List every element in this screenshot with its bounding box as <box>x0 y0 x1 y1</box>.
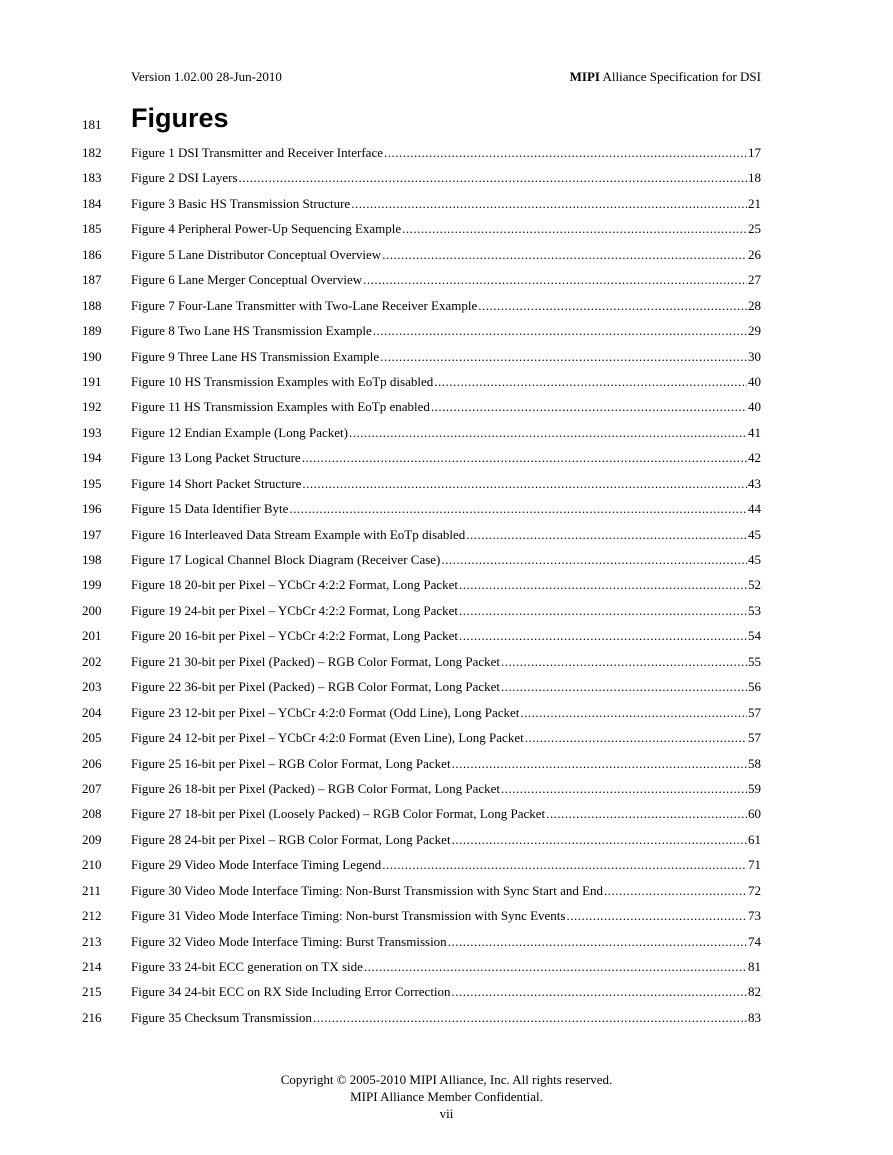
leader-dots <box>546 806 747 822</box>
toc-entry[interactable] <box>0 141 893 166</box>
figure-title: Figure 7 Four-Lane Transmitter with Two-Lane Receiver Example <box>131 297 478 313</box>
line-number: 185 <box>82 221 102 237</box>
toc-entry[interactable] <box>0 319 893 344</box>
leader-dots <box>384 145 747 161</box>
toc-link[interactable] <box>131 603 761 619</box>
toc-entry[interactable] <box>0 726 893 751</box>
page-ref: 57 <box>748 730 761 746</box>
toc-link[interactable] <box>131 527 761 543</box>
figure-title: Figure 14 Short Packet Structure <box>131 475 302 491</box>
leader-dots <box>466 527 747 543</box>
leader-dots <box>363 272 747 288</box>
leader-dots <box>501 781 747 797</box>
figure-title: Figure 2 DSI Layers <box>131 170 238 186</box>
line-number: 196 <box>82 501 102 517</box>
leader-dots <box>501 654 747 670</box>
line-number: 183 <box>82 170 102 186</box>
line-number: 184 <box>82 195 102 211</box>
line-number: 203 <box>82 679 102 695</box>
toc-entry[interactable] <box>0 166 893 191</box>
line-number: 201 <box>82 628 102 644</box>
figures-list <box>0 141 893 1031</box>
toc-entry[interactable] <box>0 370 893 395</box>
page-ref: 56 <box>748 679 761 695</box>
page-ref: 53 <box>748 602 761 618</box>
figure-title: Figure 8 Two Lane HS Transmission Example <box>131 323 372 339</box>
figure-title: Figure 29 Video Mode Interface Timing Legend <box>131 857 382 873</box>
line-number: 194 <box>82 450 102 466</box>
leader-dots <box>302 450 747 466</box>
page-footer <box>0 1071 893 1122</box>
toc-entry[interactable] <box>0 752 893 777</box>
line-number: 211 <box>82 882 102 898</box>
page-ref: 59 <box>748 780 761 796</box>
line-number: 182 <box>82 145 102 160</box>
leader-dots <box>364 959 747 975</box>
toc-entry[interactable] <box>0 472 893 497</box>
figure-title: Figure 6 Lane Merger Conceptual Overview <box>131 272 363 288</box>
line-number: 191 <box>82 373 102 389</box>
toc-link[interactable] <box>131 425 761 441</box>
toc-link[interactable] <box>131 298 761 314</box>
page-header <box>131 69 761 87</box>
page-ref: 27 <box>748 272 761 288</box>
line-number: 209 <box>82 831 102 847</box>
line-number: 193 <box>82 424 102 440</box>
toc-link[interactable] <box>131 705 761 721</box>
page-ref: 40 <box>748 373 761 389</box>
figure-title: Figure 21 30-bit per Pixel (Packed) – RGB Color Format, Long Packet <box>131 653 501 669</box>
toc-entry[interactable] <box>0 777 893 802</box>
page-ref: 83 <box>748 1009 761 1025</box>
leader-dots <box>313 1010 747 1026</box>
page-ref: 28 <box>748 297 761 313</box>
page-ref: 43 <box>748 475 761 491</box>
line-number: 204 <box>82 704 102 720</box>
toc-entry[interactable] <box>0 497 893 522</box>
figure-title: Figure 3 Basic HS Transmission Structure <box>131 195 351 211</box>
version-text: Version 1.02.00 28-Jun-2010 <box>131 69 282 84</box>
toc-entry[interactable] <box>0 243 893 268</box>
figure-title: Figure 4 Peripheral Power-Up Sequencing Example <box>131 221 402 237</box>
toc-link[interactable] <box>131 781 761 797</box>
figure-title: Figure 11 HS Transmission Examples with EoTp enabled <box>131 399 430 415</box>
toc-entry[interactable] <box>0 904 893 929</box>
toc-entry[interactable] <box>0 345 893 370</box>
leader-dots <box>520 705 747 721</box>
toc-link[interactable] <box>131 679 761 695</box>
toc-link[interactable] <box>131 883 761 899</box>
toc-entry[interactable] <box>0 650 893 675</box>
confidential-text: MIPI Alliance Member Confidential. <box>350 1089 543 1104</box>
page-ref: 42 <box>748 450 761 466</box>
line-number: 190 <box>82 348 102 364</box>
figure-title: Figure 30 Video Mode Interface Timing: Non-Burst Transmission with Sync Start and End <box>131 882 604 898</box>
toc-link[interactable] <box>131 730 761 746</box>
toc-entry[interactable] <box>0 955 893 980</box>
page-ref: 74 <box>748 933 761 949</box>
line-number: 197 <box>82 526 102 542</box>
figure-title: Figure 22 36-bit per Pixel (Packed) – RGB Color Format, Long Packet <box>131 679 501 695</box>
figure-title: Figure 10 HS Transmission Examples with EoTp disabled <box>131 373 434 389</box>
figure-title: Figure 1 DSI Transmitter and Receiver Interface <box>131 145 383 160</box>
page-ref: 25 <box>748 221 761 237</box>
leader-dots <box>452 984 747 1000</box>
toc-link[interactable] <box>131 399 761 415</box>
toc-link[interactable] <box>131 832 761 848</box>
page-ref: 73 <box>748 908 761 924</box>
figure-title: Figure 15 Data Identifier Byte <box>131 501 289 517</box>
leader-dots <box>478 298 747 314</box>
line-number: 189 <box>82 323 102 339</box>
page-ref: 45 <box>748 552 761 567</box>
toc-entry[interactable] <box>0 802 893 827</box>
figure-title: Figure 25 16-bit per Pixel – RGB Color Format, Long Packet <box>131 755 451 771</box>
line-number: 195 <box>82 475 102 491</box>
leader-dots <box>373 323 747 339</box>
line-number: 188 <box>82 297 102 313</box>
toc-link[interactable] <box>131 501 761 517</box>
line-number: 214 <box>82 959 102 974</box>
page-ref: 55 <box>748 653 761 669</box>
toc-link[interactable] <box>131 959 761 975</box>
page-ref: 81 <box>748 959 761 974</box>
line-number: 212 <box>82 908 102 924</box>
toc-entry[interactable] <box>0 879 893 904</box>
leader-dots <box>431 399 747 415</box>
page-ref: 26 <box>748 246 761 262</box>
toc-link[interactable] <box>131 756 761 772</box>
page-ref: 45 <box>748 526 761 542</box>
toc-entry[interactable] <box>0 395 893 420</box>
leader-dots <box>566 908 747 924</box>
toc-entry[interactable] <box>0 675 893 700</box>
page-ref: 82 <box>748 984 761 1000</box>
page-ref: 18 <box>748 170 761 186</box>
page-ref: 40 <box>748 399 761 415</box>
toc-link[interactable] <box>131 552 761 568</box>
toc-entry[interactable] <box>0 548 893 573</box>
line-number: 187 <box>82 272 102 288</box>
toc-entry[interactable] <box>0 624 893 649</box>
leader-dots <box>459 628 747 644</box>
page-ref: 21 <box>748 195 761 211</box>
line-number: 210 <box>82 857 102 873</box>
toc-entry[interactable] <box>0 930 893 955</box>
leader-dots <box>380 349 747 365</box>
toc-link[interactable] <box>131 247 761 263</box>
line-number: 206 <box>82 755 102 771</box>
toc-entry[interactable] <box>0 701 893 726</box>
figure-title: Figure 31 Video Mode Interface Timing: Non-burst Transmission with Sync Events <box>131 908 566 924</box>
page-ref: 52 <box>748 577 761 593</box>
figure-title: Figure 33 24-bit ECC generation on TX side <box>131 959 363 974</box>
leader-dots <box>604 883 747 899</box>
page-ref: 30 <box>748 348 761 364</box>
page-ref: 61 <box>748 831 761 847</box>
spec-title <box>570 69 761 85</box>
toc-entry[interactable] <box>0 853 893 878</box>
leader-dots <box>501 679 747 695</box>
page-ref: 29 <box>748 323 761 339</box>
line-number: 181 <box>82 117 102 132</box>
toc-entry[interactable] <box>0 294 893 319</box>
figure-title: Figure 35 Checksum Transmission <box>131 1009 312 1025</box>
toc-entry[interactable] <box>0 421 893 446</box>
leader-dots <box>452 832 747 848</box>
page-number: vii <box>439 1106 454 1121</box>
toc-entry[interactable] <box>0 523 893 548</box>
figure-title: Figure 13 Long Packet Structure <box>131 450 301 466</box>
toc-link[interactable] <box>131 628 761 644</box>
toc-link[interactable] <box>131 577 761 593</box>
page-ref: 58 <box>748 755 761 771</box>
line-number: 199 <box>82 577 102 593</box>
figure-title: Figure 23 12-bit per Pixel – YCbCr 4:2:0 Format (Odd Line), Long Packet <box>131 704 520 720</box>
toc-link[interactable] <box>131 272 761 288</box>
page-ref: 71 <box>748 857 761 873</box>
copyright-text: Copyright © 2005-2010 MIPI Alliance, Inc. All rights reserved. <box>280 1072 613 1087</box>
toc-entry[interactable] <box>0 192 893 217</box>
leader-dots <box>402 221 747 237</box>
toc-link[interactable] <box>131 654 761 670</box>
figure-title: Figure 27 18-bit per Pixel (Loosely Packed) – RGB Color Format, Long Packet <box>131 806 546 822</box>
figure-title: Figure 17 Logical Channel Block Diagram (Receiver Case) <box>131 552 441 567</box>
page-ref: 60 <box>748 806 761 822</box>
line-number: 198 <box>82 552 102 567</box>
toc-link[interactable] <box>131 196 761 212</box>
line-number: 216 <box>82 1009 102 1025</box>
toc-link[interactable] <box>131 374 761 390</box>
line-number: 200 <box>82 602 102 618</box>
line-number: 213 <box>82 933 102 949</box>
line-number: 208 <box>82 806 102 822</box>
spec-title-bold: MIPI <box>569 69 600 84</box>
toc-entry[interactable] <box>0 446 893 471</box>
leader-dots <box>382 857 747 873</box>
toc-link[interactable] <box>131 221 761 237</box>
figure-title: Figure 18 20-bit per Pixel – YCbCr 4:2:2 Format, Long Packet <box>131 577 459 593</box>
leader-dots <box>459 577 747 593</box>
leader-dots <box>459 603 747 619</box>
leader-dots <box>525 730 747 746</box>
figure-title: Figure 28 24-bit per Pixel – RGB Color Format, Long Packet <box>131 831 451 847</box>
toc-entry[interactable] <box>0 828 893 853</box>
leader-dots <box>382 247 747 263</box>
line-number: 205 <box>82 730 102 746</box>
toc-link[interactable] <box>131 476 761 492</box>
figure-title: Figure 34 24-bit ECC on RX Side Including Error Correction <box>131 984 451 1000</box>
toc-link[interactable] <box>131 349 761 365</box>
line-number: 202 <box>82 653 102 669</box>
toc-entry[interactable] <box>0 980 893 1005</box>
toc-entry[interactable] <box>0 1006 893 1031</box>
leader-dots <box>239 170 747 186</box>
line-number: 192 <box>82 399 102 415</box>
toc-link[interactable] <box>131 806 761 822</box>
page-ref: 41 <box>748 424 761 440</box>
figure-title: Figure 32 Video Mode Interface Timing: Burst Transmission <box>131 933 447 949</box>
page-ref: 17 <box>748 145 761 160</box>
toc-link[interactable] <box>131 170 761 186</box>
leader-dots <box>441 552 747 568</box>
leader-dots <box>351 196 747 212</box>
line-number: 186 <box>82 246 102 262</box>
page-ref: 72 <box>748 882 761 898</box>
leader-dots <box>448 934 747 950</box>
page-ref: 57 <box>748 704 761 720</box>
figure-title: Figure 19 24-bit per Pixel – YCbCr 4:2:2 Format, Long Packet <box>131 602 459 618</box>
figure-title: Figure 24 12-bit per Pixel – YCbCr 4:2:0 Format (Even Line), Long Packet <box>131 730 524 746</box>
toc-link[interactable] <box>131 1010 761 1026</box>
page-ref: 54 <box>748 628 761 644</box>
toc-link[interactable] <box>131 857 761 873</box>
figure-title: Figure 20 16-bit per Pixel – YCbCr 4:2:2 Format, Long Packet <box>131 628 459 644</box>
toc-link[interactable] <box>131 450 761 466</box>
figure-title: Figure 16 Interleaved Data Stream Example with EoTp disabled <box>131 526 466 542</box>
section-title: Figures <box>131 103 229 133</box>
leader-dots <box>289 501 747 517</box>
page-ref: 44 <box>748 501 761 517</box>
line-number: 207 <box>82 780 102 796</box>
toc-link[interactable] <box>131 984 761 1000</box>
spec-title-rest: Alliance Specification for DSI <box>599 69 761 84</box>
figure-title: Figure 9 Three Lane HS Transmission Example <box>131 348 380 364</box>
toc-entry[interactable] <box>0 268 893 293</box>
toc-entry[interactable] <box>0 573 893 598</box>
figures-heading-row <box>0 103 893 137</box>
leader-dots <box>434 374 747 390</box>
leader-dots <box>452 756 747 772</box>
figure-title: Figure 26 18-bit per Pixel (Packed) – RGB Color Format, Long Packet <box>131 780 501 796</box>
figure-title: Figure 12 Endian Example (Long Packet) <box>131 424 348 440</box>
toc-entry[interactable] <box>0 217 893 242</box>
toc-link[interactable] <box>131 908 761 924</box>
leader-dots <box>302 476 747 492</box>
leader-dots <box>349 425 747 441</box>
toc-entry[interactable] <box>0 599 893 624</box>
figure-title: Figure 5 Lane Distributor Conceptual Overview <box>131 246 382 262</box>
line-number: 215 <box>82 984 102 1000</box>
toc-link[interactable] <box>131 145 761 161</box>
toc-link[interactable] <box>131 934 761 950</box>
toc-link[interactable] <box>131 323 761 339</box>
